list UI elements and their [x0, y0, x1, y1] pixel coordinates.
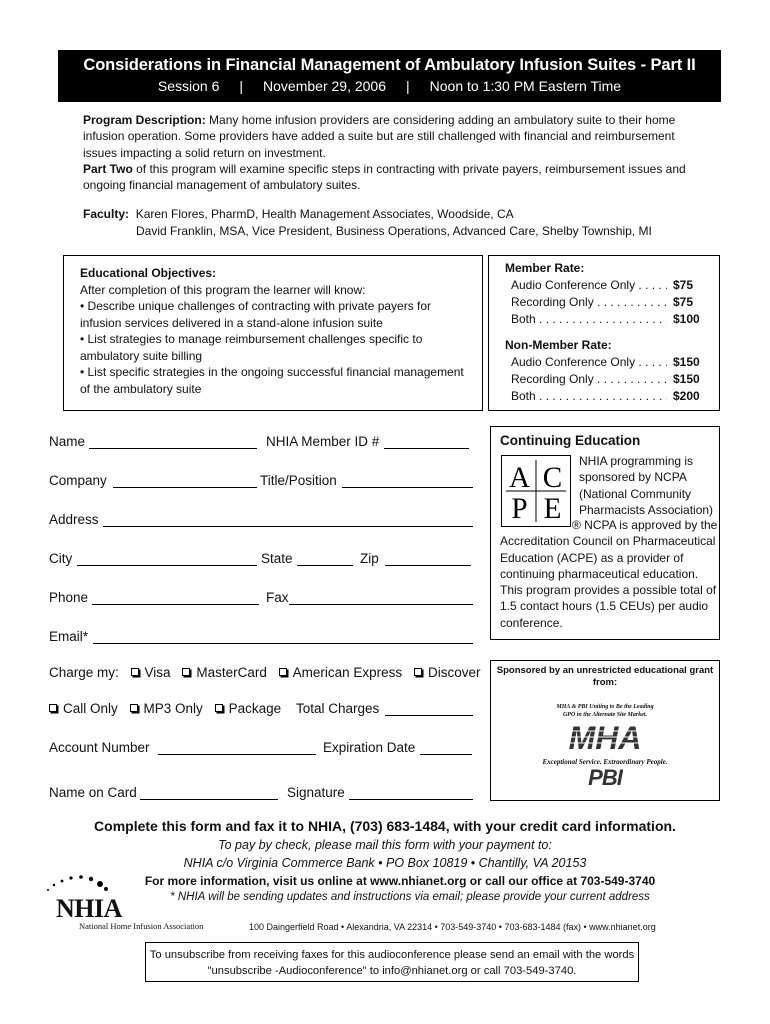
rate-row — [505, 388, 719, 405]
nonmember-rate-title: Non-Member Rate: — [505, 338, 612, 352]
faculty-member: Karen Flores, PharmD, Health Management Associates, Woodside, CA — [135, 207, 514, 221]
contact-address-line: 100 Daingerfield Road • Alexandria, VA 22314 • 703-549-3740 • 703-683-1484 (fax) • www.nhianet.org — [249, 922, 656, 932]
rate-label: Recording Only . . . — [511, 371, 667, 388]
title-banner — [58, 50, 721, 102]
state-field[interactable] — [297, 565, 353, 566]
expiration-date-label: Expiration Date — [323, 740, 416, 755]
phone-field[interactable] — [92, 604, 259, 605]
package-label: Package — [228, 701, 282, 716]
email-label: Email* — [49, 629, 89, 644]
charge-row — [49, 665, 480, 680]
mastercard-option[interactable] — [182, 665, 267, 680]
member-id-label: NHIA Member ID # — [266, 434, 380, 449]
sponsor-box — [490, 660, 720, 801]
acpe-letter: E — [543, 493, 562, 526]
mp3-only-label: MP3 Only — [143, 701, 203, 716]
amex-label: American Express — [292, 665, 403, 680]
name-field[interactable] — [89, 448, 257, 449]
checkbox-icon[interactable] — [131, 668, 139, 676]
title-position-field[interactable] — [342, 487, 473, 488]
title-position-label: Title/Position — [260, 473, 337, 488]
package-row — [49, 701, 281, 716]
mha-logo — [491, 723, 719, 758]
account-number-field[interactable] — [158, 754, 316, 755]
part-two-label: Part Two — [83, 161, 133, 176]
member-rate-title: Member Rate: — [505, 261, 585, 275]
rate-amount: $75 — [673, 278, 694, 292]
charge-my-label: Charge my: — [49, 665, 119, 680]
amex-option[interactable] — [279, 665, 403, 680]
faculty-member: David Franklin, MSA, Vice President, Business Operations, Advanced Care, Shelby Township, MI — [136, 223, 652, 238]
nhia-logo-text: NHIA — [56, 894, 122, 923]
discover-label: Discover — [427, 665, 481, 680]
checkbox-icon[interactable] — [182, 668, 190, 676]
nhia-dots-icon — [42, 872, 112, 894]
city-label: City — [49, 551, 73, 566]
objective-item: • List specific strategies in the ongoing successful financial management of the ambulatory suite — [80, 365, 464, 396]
rate-amount: $100 — [673, 312, 700, 326]
mha-logo-icon — [545, 723, 665, 753]
separator: | — [406, 78, 410, 94]
check-instructions: To pay by check, please mail this form with your payment to: — [218, 838, 552, 852]
rate-label: Both . . . — [511, 388, 667, 405]
rate-row — [505, 371, 719, 388]
signature-label: Signature — [287, 785, 345, 800]
program-description — [83, 112, 693, 193]
mha-logo-text: MHA — [568, 723, 642, 753]
rate-amount: $75 — [673, 295, 694, 309]
call-only-label: Call Only — [63, 701, 118, 716]
rate-amount: $150 — [673, 372, 700, 386]
phone-label: Phone — [49, 590, 89, 605]
sponsor-title: Sponsored by an unrestricted educational grant from: — [496, 665, 714, 688]
objectives-title: Educational Objectives: — [80, 266, 217, 280]
session-time: Noon to 1:30 PM Eastern Time — [429, 78, 622, 94]
part-two-text: of this program will examine specific steps in contracting with private payers, reimbursement issues and ongoing financial management of ambulatory suites. — [83, 161, 686, 193]
package-option[interactable] — [215, 701, 282, 716]
name-on-card-field[interactable] — [140, 799, 278, 800]
total-charges-field[interactable] — [385, 715, 473, 716]
description-text: Many home infusion providers are considering adding an ambulatory suite to their home infusion operation. Some providers have added a suite but are still challenged with financial and reimbursement issues impacting a solid return on investment. — [83, 113, 676, 160]
fax-label: Fax — [266, 590, 289, 605]
rate-amount: $150 — [673, 355, 700, 369]
zip-field[interactable] — [385, 565, 471, 566]
program-title: Considerations in Financial Management of Ambulatory Infusion Suites - Part II — [83, 56, 696, 74]
checkbox-icon[interactable] — [215, 704, 223, 712]
session-date: November 29, 2006 — [263, 78, 386, 94]
fax-field[interactable] — [289, 604, 473, 605]
rate-row — [505, 311, 719, 328]
visa-option[interactable] — [131, 665, 171, 680]
call-only-option[interactable] — [49, 701, 118, 716]
ce-approval-text: ® NCPA is approved by the Accreditation Council on Pharmaceutical Education (ACPE) as a provider of continuing pharmaceutical education. This program provides a possible total of 1.5 contact hours (1.5 CEUs) per audio conference. — [500, 518, 718, 630]
acpe-letter: A — [508, 462, 531, 495]
continuing-education-box — [490, 426, 720, 640]
zip-label: Zip — [360, 551, 379, 566]
sponsor-tagline: MHA & PBI Uniting to Be the Leading GPO in the Alternate Site Market. — [556, 704, 654, 718]
rate-label: Both . . . — [511, 311, 667, 328]
objectives-intro: After completion of this program the learner will know: — [80, 282, 366, 297]
objectives-box — [63, 255, 483, 411]
address-label: Address — [49, 512, 99, 527]
faculty-label: Faculty: — [83, 207, 130, 221]
rate-label: Audio Conference Only . . . — [511, 277, 667, 294]
description-label: Program Description: — [83, 113, 206, 127]
signature-field[interactable] — [349, 799, 473, 800]
faculty-section — [83, 206, 652, 239]
acpe-letter: C — [542, 462, 563, 495]
separator: | — [239, 78, 244, 94]
checkbox-icon[interactable] — [49, 704, 57, 712]
name-label: Name — [49, 434, 86, 449]
rate-row — [505, 354, 719, 371]
mailing-address: NHIA c/o Virginia Commerce Bank • PO Box 10819 • Chantilly, VA 20153 — [183, 856, 587, 870]
member-id-field[interactable] — [384, 448, 469, 449]
visa-label: Visa — [144, 665, 171, 680]
checkbox-icon[interactable] — [414, 668, 422, 676]
fax-instructions: Complete this form and fax it to NHIA, (703) 683-1484, with your credit card information. — [94, 818, 676, 834]
total-charges-label: Total Charges — [296, 701, 380, 716]
city-field[interactable] — [77, 565, 257, 566]
objective-item: • Describe unique challenges of contracting with private payers for infusion services delivered in a stand-alone infusion suite — [80, 299, 432, 330]
state-label: State — [261, 551, 293, 566]
expiration-date-field[interactable] — [420, 754, 472, 755]
info-line: For more information, visit us online at www.nhianet.org or call our office at 703-549-3740 — [144, 874, 656, 888]
nhia-logo-subtitle: National Home Infusion Association — [79, 921, 204, 931]
nhia-logo — [42, 872, 242, 932]
pbi-logo: PBI — [588, 765, 622, 790]
session-line — [58, 78, 721, 94]
ce-title: Continuing Education — [500, 433, 641, 448]
ce-sponsor-text: NHIA programming is sponsored by NCPA (National Community Pharmacists Association) — [579, 454, 714, 517]
company-label: Company — [49, 473, 107, 488]
rates-box — [488, 255, 720, 411]
address-field[interactable] — [103, 526, 473, 527]
acpe-letter: P — [511, 493, 528, 526]
discover-option[interactable] — [414, 665, 481, 680]
rate-row — [505, 294, 719, 311]
sponsor-slogan: Exceptional Service. Extraordinary People. — [542, 758, 668, 766]
email-field[interactable] — [93, 643, 473, 644]
email-note: * NHIA will be sending updates and instructions via email; please provide your current address — [170, 891, 650, 903]
rate-row — [505, 277, 719, 294]
checkbox-icon[interactable] — [130, 704, 138, 712]
rate-label: Audio Conference Only . . . — [511, 354, 667, 371]
account-number-label: Account Number — [49, 740, 150, 755]
rate-amount: $200 — [673, 389, 700, 403]
rate-label: Recording Only . . . — [511, 294, 667, 311]
mp3-only-option[interactable] — [130, 701, 203, 716]
session-number: Session 6 — [157, 78, 220, 94]
checkbox-icon[interactable] — [279, 668, 287, 676]
mastercard-label: MasterCard — [196, 665, 267, 680]
name-on-card-label: Name on Card — [49, 785, 137, 800]
unsubscribe-box: To unsubscribe from receiving faxes for this audioconference please send an email with the words "unsubscribe -Audioconference" to info@nhianet.org or call 703-549-3740. — [145, 942, 639, 982]
company-field[interactable] — [113, 487, 257, 488]
objective-item: • List strategies to manage reimbursement challenges specific to ambulatory suite billing — [80, 332, 423, 363]
